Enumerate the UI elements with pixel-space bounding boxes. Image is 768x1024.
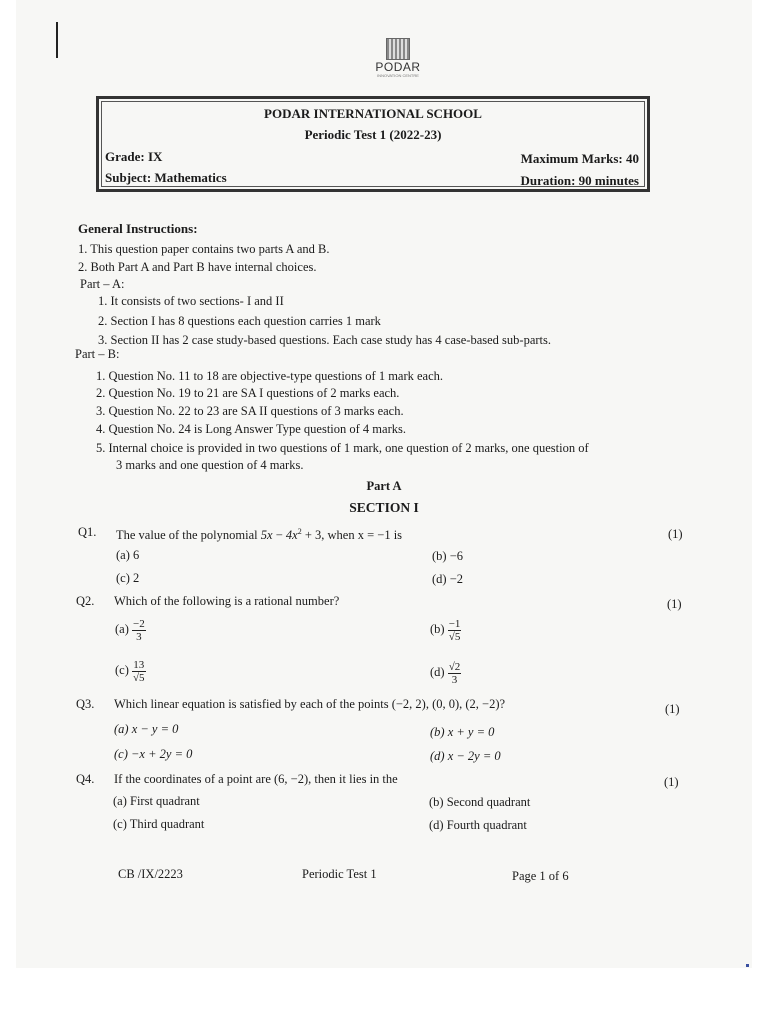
fraction: $\frac{-1}{√5}$: [448, 617, 461, 643]
grade-label: Grade: IX: [105, 149, 163, 164]
option-c: (c) 2: [116, 571, 140, 585]
part-a-instruction-1: 1. It consists of two sections- I and II: [98, 294, 284, 308]
option-d: (d) −2: [432, 572, 463, 586]
fraction: $\frac{-2}{3}$: [133, 617, 145, 643]
question-number: Q1.: [78, 525, 97, 539]
logo-wordmark: PODAR: [375, 60, 421, 74]
option-c: (c) Third quadrant: [113, 817, 205, 831]
footer-title: Periodic Test 1: [302, 867, 377, 881]
question-number: Q2.: [76, 594, 95, 608]
instruction-general-2: 2. Both Part A and Part B have internal choices.: [78, 260, 317, 274]
part-a-instruction-3: 3. Section II has 2 case study-based questions. Each case study has 4 case-based sub-parts.: [98, 333, 551, 347]
question-1-text: The value of the polynomial $5x - 4x^2 + 3$, when x = −1 is: [116, 527, 403, 543]
option-d: (d) x − 2y = 0: [430, 749, 501, 763]
corner-mark: [746, 964, 749, 967]
instructions-heading: General Instructions:: [78, 221, 198, 236]
option-a: (a) 6: [116, 548, 140, 562]
max-marks-label: Maximum Marks: 40: [520, 151, 639, 166]
part-b-instruction-5-cont: 3 marks and one question of 4 marks.: [116, 458, 304, 472]
part-a-instruction-2: 2. Section I has 8 questions each question carries 1 mark: [98, 314, 381, 328]
page-number: Page 1 of 6: [512, 869, 569, 883]
part-b-instruction-4: 4. Question No. 24 is Long Answer Type question of 4 marks.: [96, 422, 406, 436]
part-a-label: Part – A:: [80, 277, 125, 291]
option-b: (b) $\frac{-1}{√5}$: [430, 617, 461, 643]
footer-code: CB /IX/2223: [118, 867, 183, 881]
question-marks: (1): [665, 702, 680, 716]
fraction: $\frac{√2}{3}$: [448, 660, 461, 686]
part-heading: Part A: [366, 479, 402, 493]
question-3-text: Which linear equation is satisfied by each of the points (−2, 2), (0, 0), (2, −2)?: [114, 697, 506, 711]
question-2-text: Which of the following is a rational number?: [114, 594, 340, 608]
section-heading: SECTION I: [349, 500, 419, 515]
option-d: (d) $\frac{√2}{3}$: [430, 660, 461, 686]
part-b-instruction-2: 2. Question No. 19 to 21 are SA I questions of 2 marks each.: [96, 386, 400, 400]
school-logo: [366, 38, 430, 78]
school-name: PODAR INTERNATIONAL SCHOOL: [264, 106, 482, 121]
exam-header-box: [96, 96, 650, 192]
question-marks: (1): [664, 775, 679, 789]
instruction-general-1: 1. This question paper contains two parts A and B.: [78, 242, 330, 256]
question-marks: (1): [668, 527, 683, 541]
part-b-instruction-1: 1. Question No. 11 to 18 are objective-type questions of 1 mark each.: [96, 369, 444, 383]
option-a: (a) $\frac{-2}{3}$: [115, 617, 145, 643]
subject-label: Subject: Mathematics: [105, 170, 227, 185]
margin-mark: [56, 22, 58, 58]
question-number: Q4.: [76, 772, 95, 786]
question-number: Q3.: [76, 697, 95, 711]
option-a: (a) First quadrant: [113, 794, 200, 808]
duration-label: Duration: 90 minutes: [520, 173, 639, 188]
option-a: (a) x − y = 0: [114, 722, 179, 736]
test-title: Periodic Test 1 (2022-23): [304, 127, 442, 142]
logo-tagline: INNOVATION CENTRE: [377, 73, 419, 78]
part-b-label: Part – B:: [75, 347, 120, 361]
option-d: (d) Fourth quadrant: [429, 818, 527, 832]
part-b-instruction-3: 3. Question No. 22 to 23 are SA II questions of 3 marks each.: [96, 404, 404, 418]
option-b: (b) Second quadrant: [429, 795, 531, 809]
option-c: (c) −x + 2y = 0: [114, 747, 193, 761]
option-b: (b) x + y = 0: [430, 725, 495, 739]
school-emblem-icon: [386, 38, 410, 60]
fraction: $\frac{13}{√5}$: [133, 658, 145, 684]
question-marks: (1): [667, 597, 682, 611]
option-c: (c) $\frac{13}{√5}$: [115, 658, 145, 684]
part-b-instruction-5: 5. Internal choice is provided in two questions of 1 mark, one question of 2 marks, one question of: [96, 441, 589, 455]
option-b: (b) −6: [432, 549, 463, 563]
question-4-text: If the coordinates of a point are (6, −2), then it lies in the: [114, 772, 398, 786]
